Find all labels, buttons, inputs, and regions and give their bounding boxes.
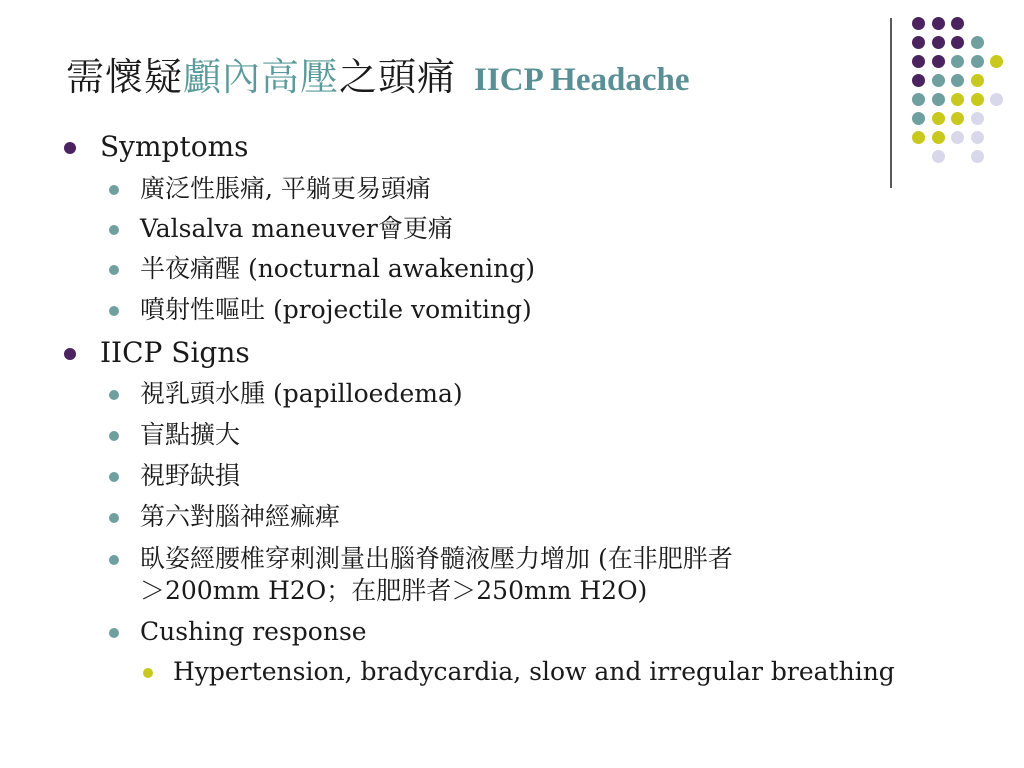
bullet-yellow-icon [143,668,153,678]
bullet-purple-icon [64,348,76,360]
dot [912,131,925,144]
dot [932,93,945,106]
bullet-teal-icon [109,628,119,638]
dot [971,36,984,49]
bullet-teal-icon [109,390,119,400]
dot [932,55,945,68]
bullet-teal-icon [109,306,119,316]
dot [951,36,964,49]
bullet-teal-icon [109,265,119,275]
dot [971,93,984,106]
cushing-detail: Hypertension, bradycardia, slow and irregular breathing [173,657,895,686]
title-part-1: 需懷疑 [66,55,184,99]
dot [932,131,945,144]
dot [912,93,925,106]
sign-item-continued: ＞200mm H2O；在肥胖者＞250mm H2O) [140,576,648,605]
sign-item: Cushing response [140,617,367,646]
bullet-teal-icon [109,472,119,482]
title-divider [890,18,892,188]
dot [912,17,925,30]
dot [971,131,984,144]
symptom-item: Valsalva maneuver會更痛 [140,214,453,243]
title-accent: 顱內高壓 [183,55,340,99]
bullet-teal-icon [109,431,119,441]
title-english: IICP Headache [474,62,690,98]
dot [971,74,984,87]
bullet-teal-icon [109,513,119,523]
dot [932,17,945,30]
symptom-item: 廣泛性脹痛, 平躺更易頭痛 [140,174,431,203]
dot [912,112,925,125]
slide-title [66,50,689,107]
dot [932,74,945,87]
dot [932,150,945,163]
dot [951,131,964,144]
bullet-teal-icon [109,185,119,195]
bullet-teal-icon [109,555,119,565]
dot [990,55,1003,68]
bullet-purple-icon [64,142,76,154]
sign-item: 盲點擴大 [140,420,241,449]
dot [932,36,945,49]
dot [912,74,925,87]
signs-heading: IICP Signs [100,336,250,369]
title-part-2: 之頭痛 [339,55,457,99]
sign-item: 視乳頭水腫 (papilloedema) [140,379,463,408]
dot [971,55,984,68]
sign-item: 第六對腦神經痲痺 [140,502,341,531]
dot [951,17,964,30]
dot [990,93,1003,106]
dot [932,112,945,125]
sign-item: 臥姿經腰椎穿刺測量出腦脊髓液壓力增加 (在非肥胖者 [140,544,733,573]
symptoms-heading: Symptoms [100,130,249,163]
dot [951,74,964,87]
dot [971,112,984,125]
dot [971,150,984,163]
dot [951,55,964,68]
dot [951,93,964,106]
symptom-item: 噴射性嘔吐 (projectile vomiting) [140,295,532,324]
sign-item: 視野缺損 [140,461,241,490]
symptom-item: 半夜痛醒 (nocturnal awakening) [140,254,536,283]
dot [912,36,925,49]
bullet-teal-icon [109,225,119,235]
dot [912,55,925,68]
dot [951,112,964,125]
